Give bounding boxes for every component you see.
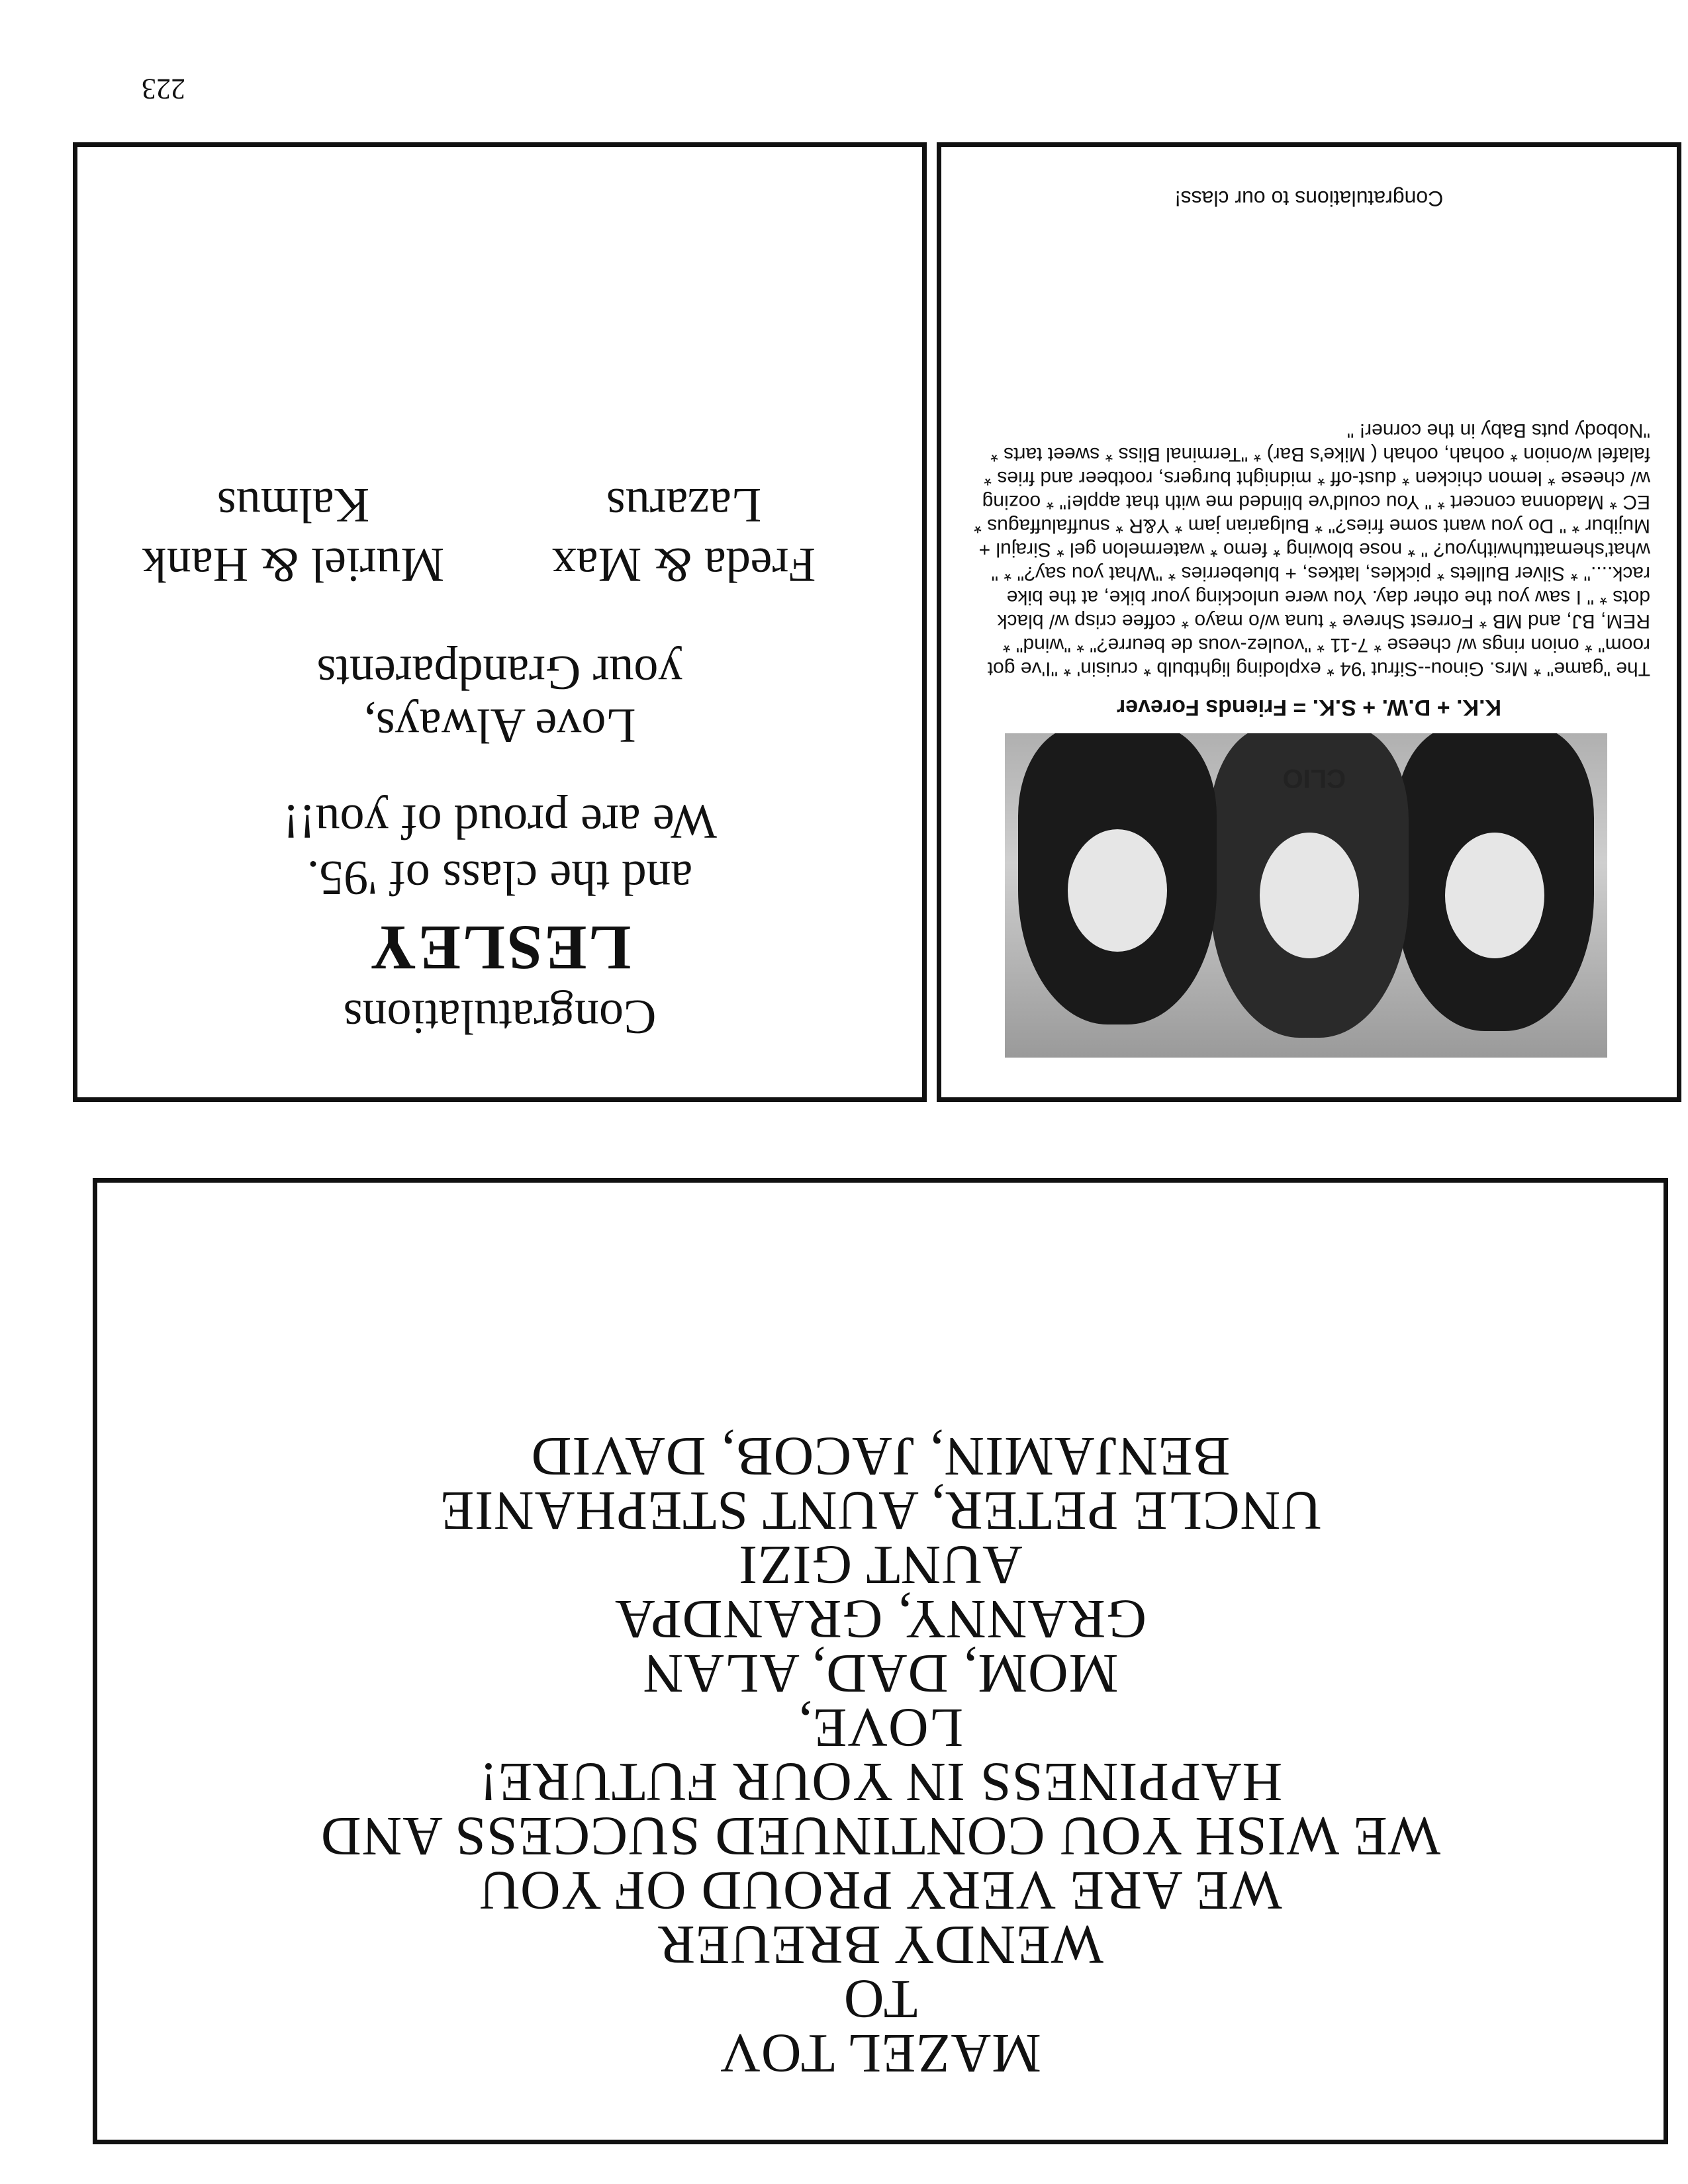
friends-memories: The "game" * Mrs. Ginou--Sifrut '94 * exploding lightbulb * cruisin' * "I've got room" * onion rings w/ cheese * 7-11 * "voulez-vous de beurre?" * "wind" * REM, BJ, and MB * Forrest Shreve * tuna w/o mayo * coffee crisp w/ black dots * " I saw you the other day. You were unlocking your bike, at the bike rack...." * Silver Bullets * pickles, latkes, + blueberries * "What you say?" * " what'shemattuhwithyou? " * nose blowing * femo * watermelon gel * Sirajul + Mujibur * " Do you want some fries?" * Bulgarian jam * Y&R * snuffaluffagus * EC * Madonna concert * " You could've blinded me with that apple!" * oozing w/ cheese * lemon chicken * dust-off * midnight burgers, rootbeer and fries * falafel w/onion * oohah, oohah ( Mike's Bar) * "Terminal Bliss * sweet tarts * "Nobody puts Baby in the corner! "	[974, 420, 1650, 680]
mazel-tov-text	[97, 1426, 1664, 2084]
signer-right-surname: Kalmus	[216, 478, 370, 532]
ad-line: GRANNY, GRANDPA	[614, 1588, 1147, 1650]
page-number: 223	[142, 73, 185, 105]
grandparents-ad	[73, 142, 927, 1102]
signer-left-surname: Lazarus	[606, 478, 762, 532]
mazel-tov-ad	[93, 1178, 1668, 2144]
signer-left-names: Freda & Max	[551, 537, 816, 592]
friends-photo	[1005, 733, 1607, 1058]
ad-line: WENDY BREUER	[657, 1914, 1103, 1976]
face-right	[1068, 829, 1167, 952]
signer-right-names: Muriel & Hank	[142, 537, 445, 592]
friends-closing: Congratulations to our class!	[1174, 187, 1444, 210]
ad-line: WE WISH YOU CONTINUED SUCCESS AND	[320, 1805, 1441, 1867]
graduate-name: LESLEY	[368, 913, 632, 983]
ad-line: LOVE,	[798, 1697, 963, 1758]
ad-line: AUNT GIZI	[738, 1534, 1023, 1596]
love-line: Love Always,	[363, 698, 636, 752]
congratulations-heading: Congratulations	[343, 989, 657, 1044]
signer-right	[108, 475, 479, 594]
face-left	[1445, 833, 1544, 958]
ad-line: MAZEL TOV	[720, 2023, 1041, 2084]
class-line: and the class of '95.	[306, 850, 693, 905]
ad-line: TO	[843, 1968, 918, 2030]
signer-left	[512, 475, 856, 594]
ad-line: MOM, DAD, ALAN	[642, 1643, 1119, 1704]
ad-line: UNCLE PETER, AUNT STEPHANIE	[439, 1480, 1322, 1541]
ad-line: HAPPINESS IN YOUR FUTURE!	[478, 1751, 1283, 1813]
friends-title: K.K. + D.W. + S.K. = Friends Forever	[1117, 695, 1502, 720]
ad-line: BENJAMIN, JACOB, DAVID	[530, 1426, 1231, 1487]
proud-line: We are proud of you!!	[283, 794, 717, 848]
friends-forever-ad	[937, 142, 1681, 1102]
your-grandparents-line: your Grandparents	[316, 645, 683, 700]
shirt-lettering: CLIO	[1282, 764, 1346, 793]
face-middle	[1260, 833, 1359, 958]
ad-line: WE ARE VERY PROUD OF YOU	[479, 1860, 1282, 1921]
